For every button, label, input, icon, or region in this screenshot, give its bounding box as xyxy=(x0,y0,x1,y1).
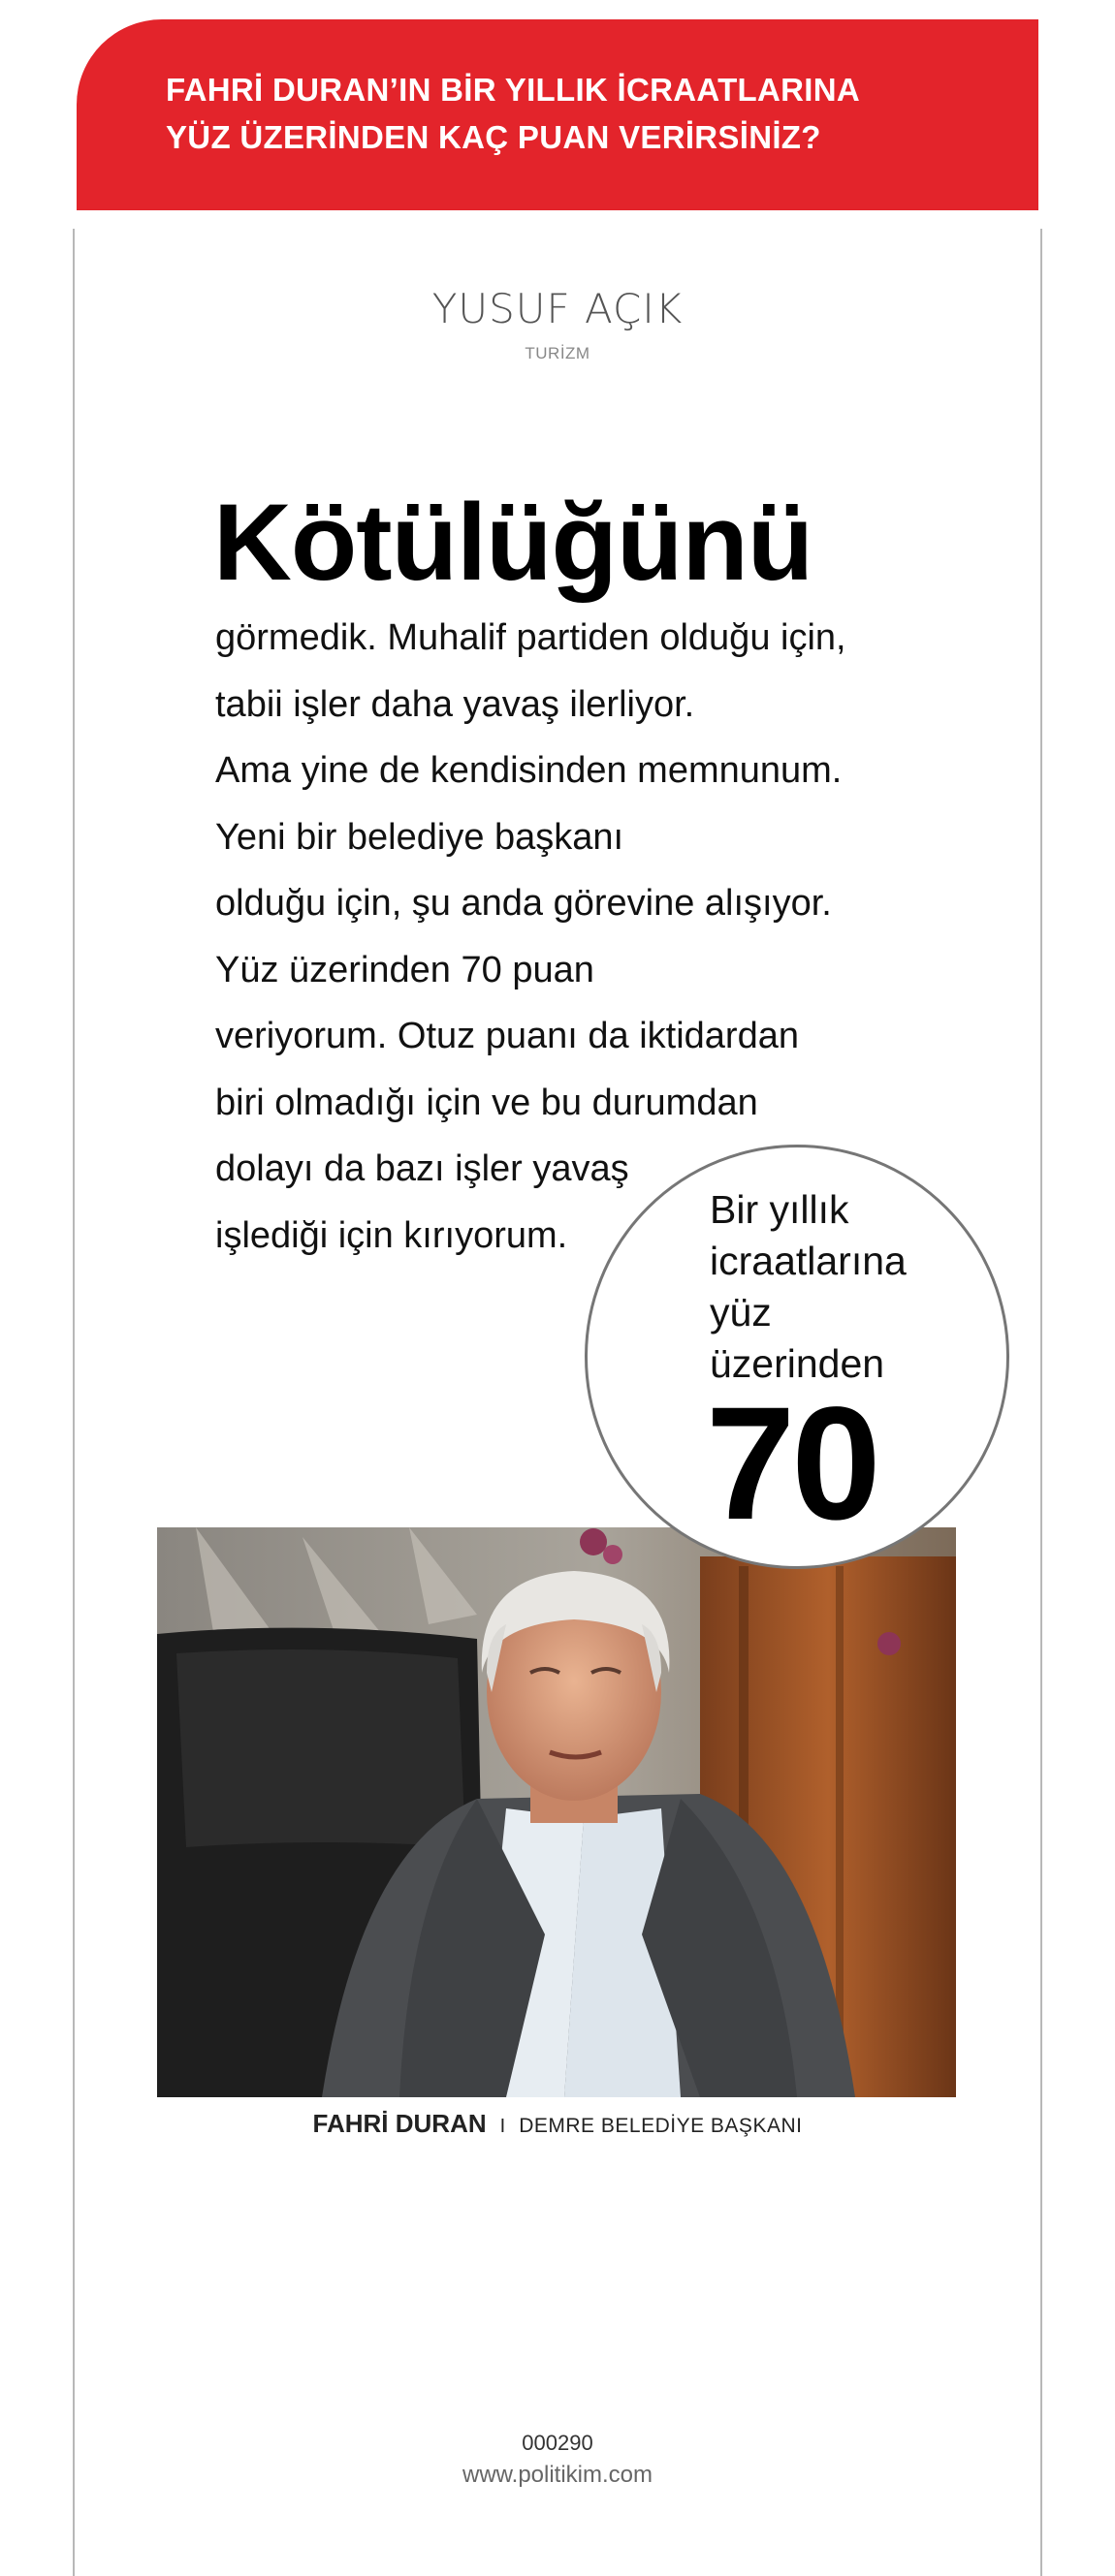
frame-left-border xyxy=(73,229,75,2576)
article-line: görmedik. Muhalif partiden olduğu için, xyxy=(215,617,846,658)
author-name: YUSUF AÇIK xyxy=(431,285,684,332)
article-line: tabii işler daha yavaş ilerliyor. xyxy=(215,683,695,725)
article-line: Yüz üzerinden 70 puan xyxy=(215,949,594,990)
article-line: dolayı da bazı işler yavaş xyxy=(215,1148,629,1189)
footer-website: www.politikim.com xyxy=(462,2462,653,2488)
article-headline: Kötülüğünü xyxy=(213,482,813,603)
header-banner xyxy=(77,19,1038,210)
portrait-photo xyxy=(157,1527,956,2097)
author-category: TURİZM xyxy=(525,344,590,362)
score-badge-line: yüz xyxy=(710,1290,772,1335)
footer-code: 000290 xyxy=(522,2431,593,2455)
article-line: Yeni bir belediye başkanı xyxy=(215,816,624,858)
article-line: Ama yine de kendisinden memnunum. xyxy=(215,750,843,791)
caption-title: DEMRE BELEDİYE BAŞKANI xyxy=(519,2115,803,2137)
article-line: biri olmadığı için ve bu durumdan xyxy=(215,1082,758,1123)
caption-name: FAHRİ DURAN xyxy=(312,2109,487,2138)
photo-caption xyxy=(0,2109,1115,2139)
caption-separator: I xyxy=(499,2116,506,2137)
score-badge-label xyxy=(710,1184,907,1390)
portrait-illustration xyxy=(157,1527,956,2097)
score-badge-line: icraatlarına xyxy=(710,1239,907,1283)
article-line: işlediği için kırıyorum. xyxy=(215,1214,568,1256)
score-badge xyxy=(585,1145,1009,1569)
banner-question-line-1: FAHRİ DURAN’IN BİR YILLIK İCRAATLARINA xyxy=(166,72,860,108)
article-line: olduğu için, şu anda görevine alışıyor. xyxy=(215,883,832,924)
score-value: 70 xyxy=(706,1374,877,1554)
banner-question-line-2: YÜZ ÜZERİNDEN KAÇ PUAN VERİRSİNİZ? xyxy=(166,119,821,155)
article-line: veriyorum. Otuz puanı da iktidardan xyxy=(215,1016,799,1056)
score-badge-line: Bir yıllık xyxy=(710,1187,849,1232)
score-badge-line: üzerinden xyxy=(710,1341,885,1386)
frame-right-border xyxy=(1040,229,1042,2576)
